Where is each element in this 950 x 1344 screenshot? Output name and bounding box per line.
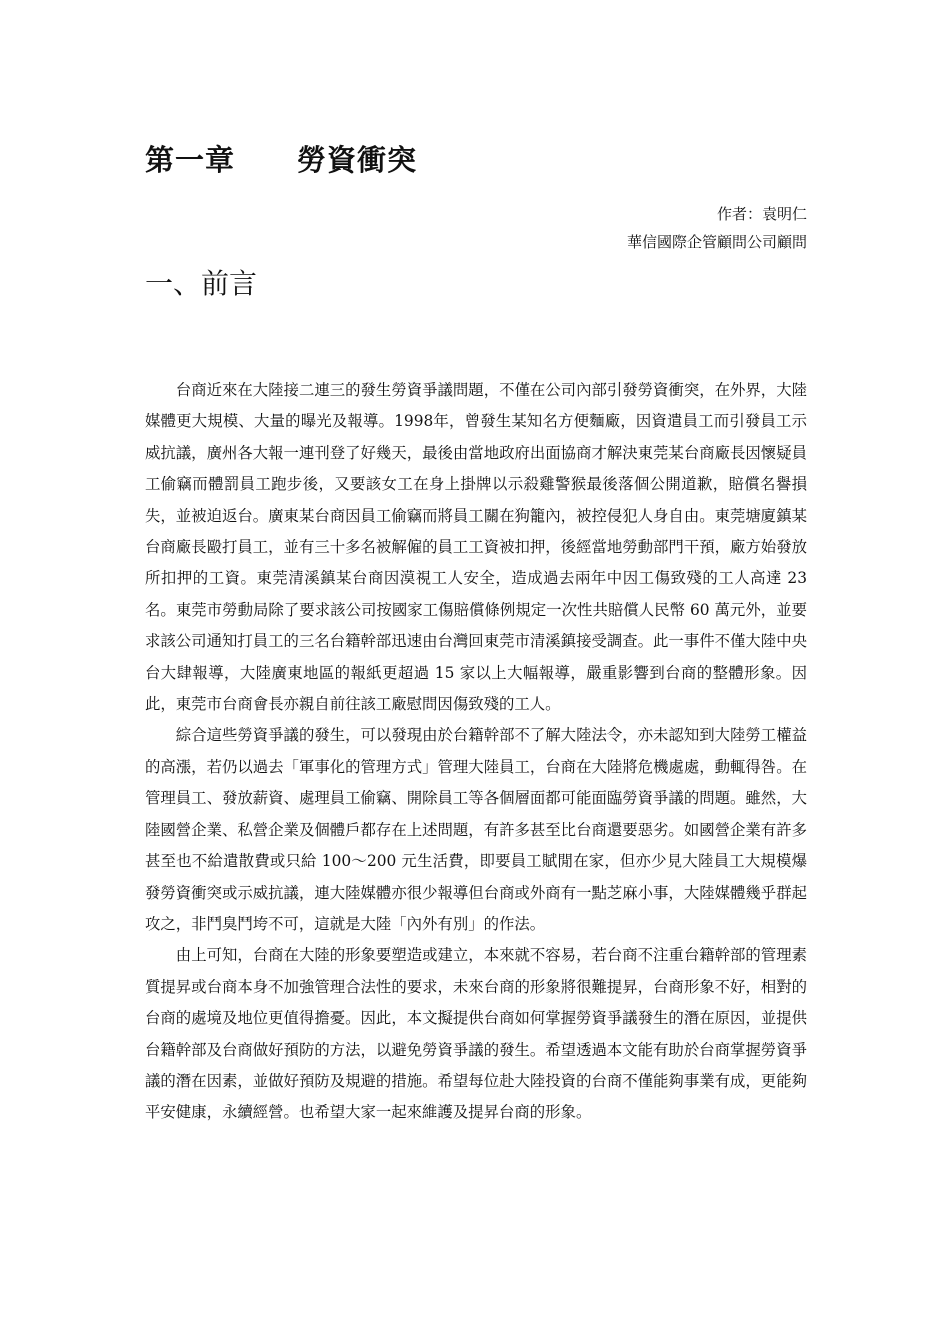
author-line: 作者：袁明仁 — [716, 205, 807, 223]
chapter-number: 第一章 — [145, 143, 236, 177]
body-text — [145, 375, 807, 1129]
affiliation-line: 華信國際企管顧問公司顧問 — [626, 233, 807, 251]
paragraph: 綜合這些勞資爭議的發生，可以發現由於台籍幹部不了解大陸法令，亦未認知到大陸勞工權益的高漲，若仍以過去「軍事化的管理方式」管理大陸員工，台商在大陸將危機處處，動輒得咎。在管理員工、發放薪資、處理員工偷竊、開除員工等各個層面都可能面臨勞資爭議的問題。雖然，大陸國營企業、私營企業及個體戶都存在上述問題，有許多甚至比台商還要惡劣。如國營企業有許多甚至也不給遣散費或只給 100～200 元生活費，即要員工賦閒在家，但亦少見大陸員工大規模爆發勞資衝突或示威抗議，連大陸媒體亦很少報導但台商或外商有一點芝麻小事，大陸媒體幾乎群起攻之，非鬥臭鬥垮不可，這就是大陸「內外有別」的作法。 — [145, 726, 807, 933]
paragraph: 由上可知，台商在大陸的形象要塑造或建立，本來就不容易，若台商不注重台籍幹部的管理素質提昇或台商本身不加強管理合法性的要求，未來台商的形象將很難提昇，台商形象不好，相對的台商的處境及地位更值得擔憂。因此，本文擬提供台商如何掌握勞資爭議發生的潛在原因，並提供台籍幹部及台商做好預防的方法，以避免勞資爭議的發生。希望透過本文能有助於台商掌握勞資爭議的潛在因素，並做好預防及規避的措施。希望每位赴大陸投資的台商不僅能夠事業有成，更能夠平安健康，永續經營。也希望大家一起來維護及提昇台商的形象。 — [145, 946, 807, 1122]
paragraph: 台商近來在大陸接二連三的發生勞資爭議問題，不僅在公司內部引發勞資衝突，在外界，大陸媒體更大規模、大量的曝光及報導。1998年，曾發生某知名方便麵廠，因資遣員工而引發員工示威抗議，廣州各大報一連刊登了好幾天，最後由當地政府出面協商才解決東莞某台商廠長因懷疑員工偷竊而體罰員工跑步後，又要該女工在身上掛牌以示殺雞警猴最後落個公開道歉，賠償名譽損失，並被迫返台。廣東某台商因員工偷竊而將員工關在狗籠內，被控侵犯人身自由。東莞塘廈鎮某台商廠長毆打員工，並有三十多名被解僱的員工工資被扣押，後經當地勞動部門干預，廠方始發放所扣押的工資。東莞清溪鎮某台商因漠視工人安全，造成過去兩年中因工傷致殘的工人高達 23 名。東莞市勞動局除了要求該公司按國家工傷賠償條例規定一次性共賠償人民幣 60 萬元外，並要求該公司通知打員工的三名台籍幹部迅速由台灣回東莞市清溪鎮接受調查。此一事件不僅大陸中央台大肆報導，大陸廣東地區的報紙更超過 15 家以上大幅報導，嚴重影響到台商的整體形象。因此，東莞市台商會長亦親自前往該工廠慰問因傷致殘的工人。 — [145, 381, 807, 714]
byline — [627, 200, 807, 256]
chapter-name: 勞資衝突 — [297, 143, 418, 177]
section-heading: 一、前言 — [145, 267, 258, 300]
chapter-title — [145, 138, 417, 179]
